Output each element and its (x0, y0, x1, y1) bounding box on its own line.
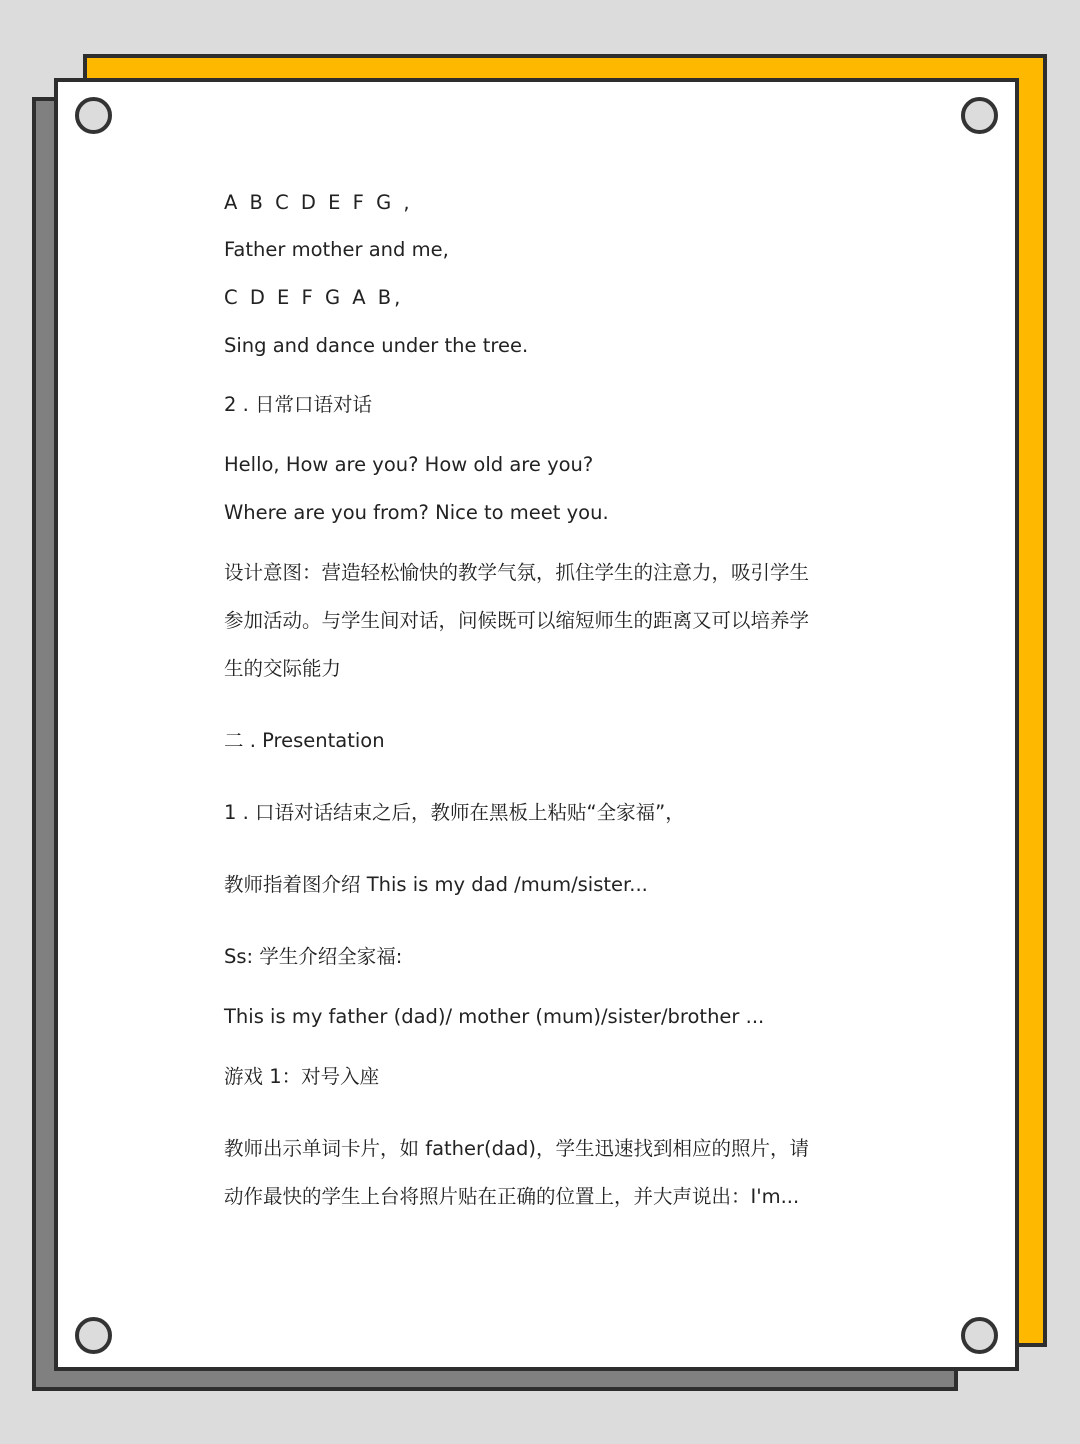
document-page (54, 78, 1019, 1371)
section-heading: 二 . Presentation (224, 729, 385, 752)
section-heading: 2 . 日常口语对话 (224, 393, 373, 416)
step-text: 1 . 口语对话结束之后，教师在黑板上粘贴“全家福”， (224, 801, 685, 824)
dialogue-line: Hello, How are you? How old are you? (224, 453, 594, 476)
binder-hole-icon (961, 97, 998, 134)
dialogue-line: Where are you from? Nice to meet you. (224, 501, 609, 524)
binder-hole-icon (961, 1317, 998, 1354)
game-description: 动作最快的学生上台将照片贴在正确的位置上，并大声说出：I'm... (224, 1185, 800, 1208)
binder-hole-icon (75, 1317, 112, 1354)
song-line: Sing and dance under the tree. (224, 334, 529, 357)
game-heading: 游戏 1：对号入座 (224, 1065, 380, 1088)
design-intent-text: 参加活动。与学生间对话，问候既可以缩短师生的距离又可以培养学 (224, 609, 810, 632)
game-description: 教师出示单词卡片，如 father(dad)，学生迅速找到相应的照片，请 (224, 1137, 809, 1160)
binder-hole-icon (75, 97, 112, 134)
step-text: Ss: 学生介绍全家福: (224, 945, 403, 968)
design-intent-text: 生的交际能力 (224, 657, 342, 680)
step-text: 教师指着图介绍 This is my dad /mum/sister... (224, 873, 648, 896)
step-text: This is my father (dad)/ mother (mum)/sister/brother ... (224, 1005, 765, 1028)
song-line: A B C D E F G , (224, 191, 413, 214)
song-line: C D E F G A B, (224, 286, 404, 309)
song-line: Father mother and me, (224, 238, 449, 261)
design-intent-text: 设计意图：营造轻松愉快的教学气氛，抓住学生的注意力，吸引学生 (224, 561, 810, 584)
